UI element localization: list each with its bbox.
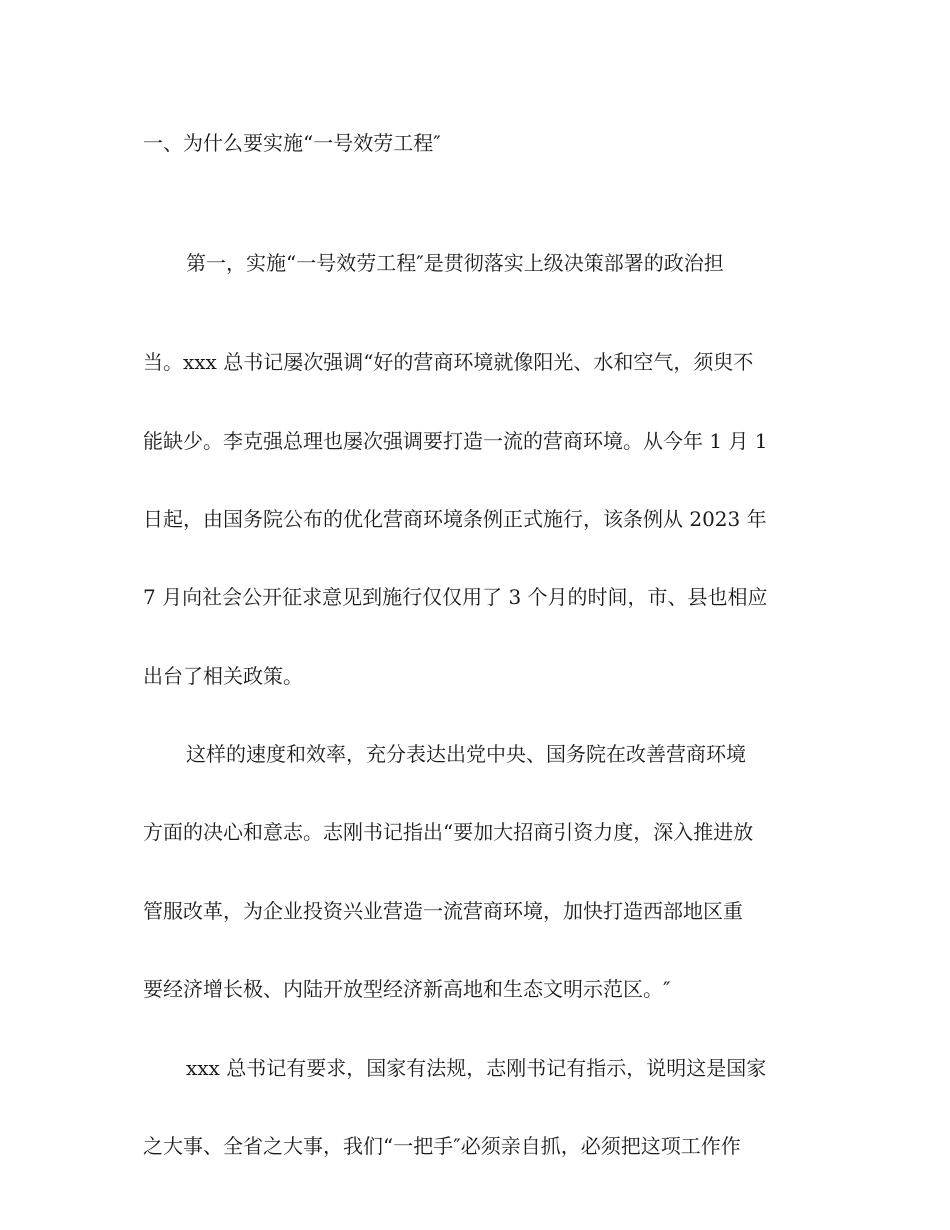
section-heading: 一、为什么要实施“一号效劳工程″	[143, 131, 441, 155]
paragraph-1-line-4: 日起，由国务院公布的优化营商环境条例正式施行，该条例从 2023 年	[143, 507, 767, 531]
paragraph-2-line-2: 方面的决心和意志。志刚书记指出“要加大招商引资力度，深入推进放	[143, 820, 754, 844]
paragraph-1-line-1: 第一，实施“一号效劳工程″是贯彻落实上级决策部署的政治担	[186, 251, 724, 275]
paragraph-1-line-2: 当。xxx 总书记屡次强调“好的营商环境就像阳光、水和空气，须臾不	[143, 350, 754, 374]
paragraph-2-line-3: 管服改革，为企业投资兴业营造一流营商环境，加快打造西部地区重	[143, 899, 743, 923]
paragraph-1-line-6: 出台了相关政策。	[143, 664, 303, 688]
paragraph-1-line-5: 7 月向社会公开征求意见到施行仅仅用了 3 个月的时间，市、县也相应	[143, 585, 768, 609]
paragraph-3-line-2: 之大事、全省之大事，我们“一把手″必须亲自抓，必须把这项工作作	[143, 1134, 741, 1158]
paragraph-3-line-1: xxx 总书记有要求，国家有法规，志刚书记有指示，说明这是国家	[186, 1056, 767, 1080]
paragraph-2-line-1: 这样的速度和效率，充分表达出党中央、国务院在改善营商环境	[186, 742, 746, 766]
paragraph-1-line-3: 能缺少。李克强总理也屡次强调要打造一流的营商环境。从今年 1 月 1	[143, 429, 768, 453]
paragraph-2-line-4: 要经济增长极、内陆开放型经济新高地和生态文明示范区。″	[143, 977, 671, 1001]
